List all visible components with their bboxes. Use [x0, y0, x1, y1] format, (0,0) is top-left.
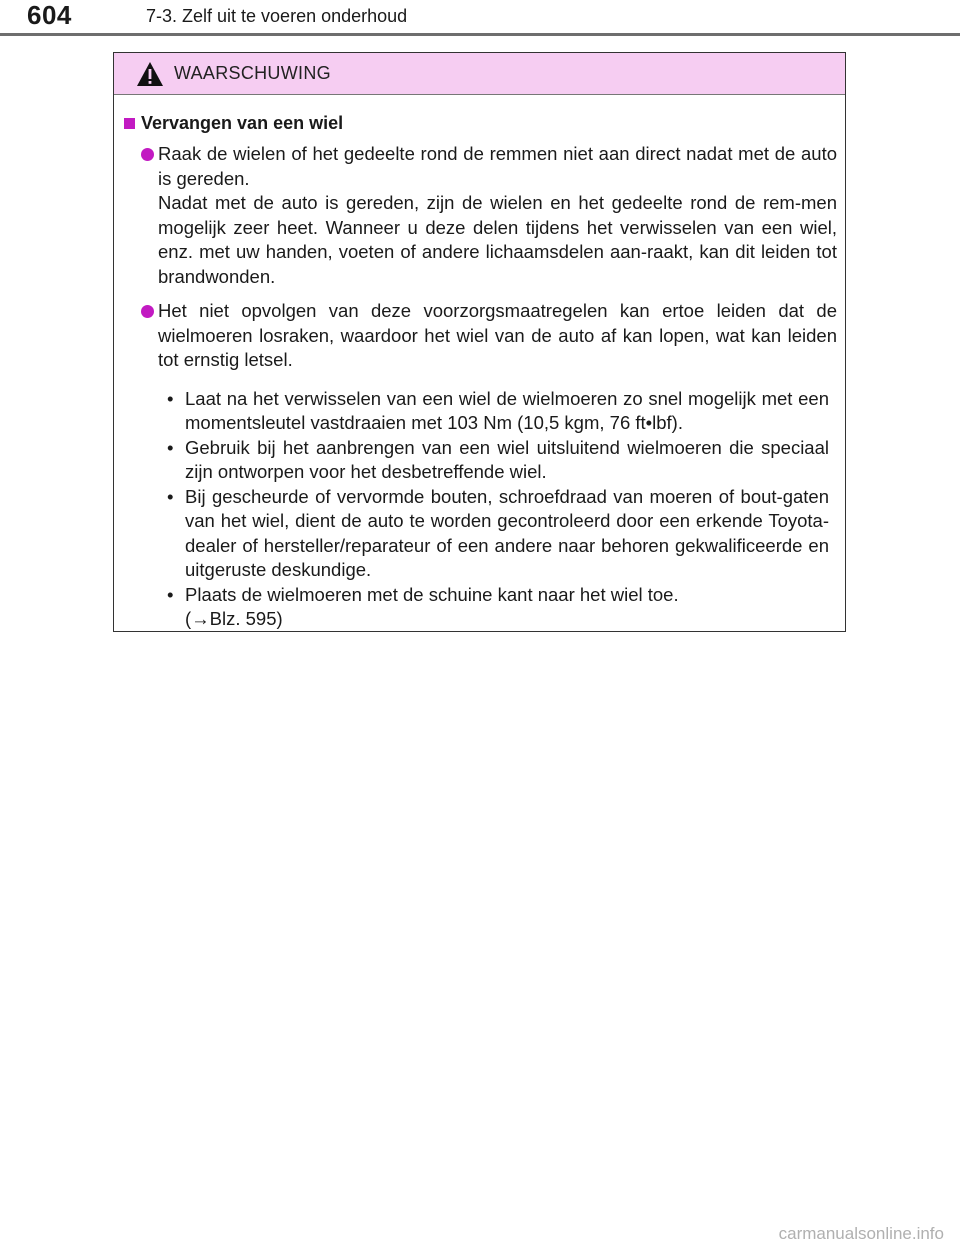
bullet-dot-icon: • [167, 485, 174, 507]
bullet-dot-icon: • [167, 436, 174, 458]
bullet-dot-icon: • [167, 387, 174, 409]
warning-header [114, 53, 845, 95]
precaution-list [124, 387, 845, 632]
square-bullet-icon [124, 118, 135, 129]
topic-heading [124, 110, 845, 136]
list-item-text: Gebruik bij het aanbrengen van een wiel uitsluitend wielmoeren die speciaal zijn ontworpen voor het desbetreffende wiel. [185, 436, 829, 482]
list-item-text: Laat na het verwisselen van een wiel de wielmoeren zo snel mogelijk met een momentsleutel vastdraaien met 103 Nm (10,5 kgm, 76 ft•lbf). [185, 387, 829, 433]
list-item-text: Bij gescheurde of vervormde bouten, schroefdraad van moeren of bout-gaten van het wiel, dient de auto te worden gecontroleerd door een erkende Toyota-dealer of hersteller/reparateur of een andere naar behoren gekwalificeerde en uitgeruste deskundige. [185, 485, 829, 580]
warning-label: WAARSCHUWING [174, 63, 331, 83]
warning-box [113, 52, 846, 632]
warning-item [124, 142, 845, 289]
list-item [167, 387, 829, 436]
header-divider [0, 33, 960, 36]
circle-bullet-icon [141, 148, 154, 161]
section-title: 7-3. Zelf uit te voeren onderhoud [146, 6, 408, 26]
page-reference: (→Blz. 595) [185, 608, 283, 629]
list-item-text: Plaats de wielmoeren met de schuine kant naar het wiel toe. [185, 583, 679, 605]
bullet-dot-icon: • [167, 583, 174, 605]
warning-body [114, 95, 845, 632]
warning-item-text: Raak de wielen of het gedeelte rond de remmen niet aan direct nadat met de auto is gereden. Nadat met de auto is gereden, zijn de wielen en het gedeelte rond de rem-men mogelijk zeer heet. Wanneer u deze delen tijdens het verwisselen van een wiel, enz. met uw handen, voeten of andere lichaamsdelen aan-raakt, kan dit leiden tot brandwonden. [158, 143, 837, 287]
footer-watermark: carmanualsonline.info [778, 1224, 944, 1243]
list-item [167, 485, 829, 583]
topic-title: Vervangen van een wiel [141, 113, 344, 133]
circle-bullet-icon [141, 305, 154, 318]
page-number: 604 [27, 0, 72, 30]
list-item [167, 583, 829, 632]
warning-item-text: Het niet opvolgen van deze voorzorgsmaatregelen kan ertoe leiden dat de wielmoeren losraken, waardoor het wiel van de auto af kan lopen, wat kan leiden tot ernstig letsel. [158, 300, 837, 370]
warning-triangle-icon [136, 61, 164, 87]
warning-item [124, 299, 845, 373]
list-item [167, 436, 829, 485]
